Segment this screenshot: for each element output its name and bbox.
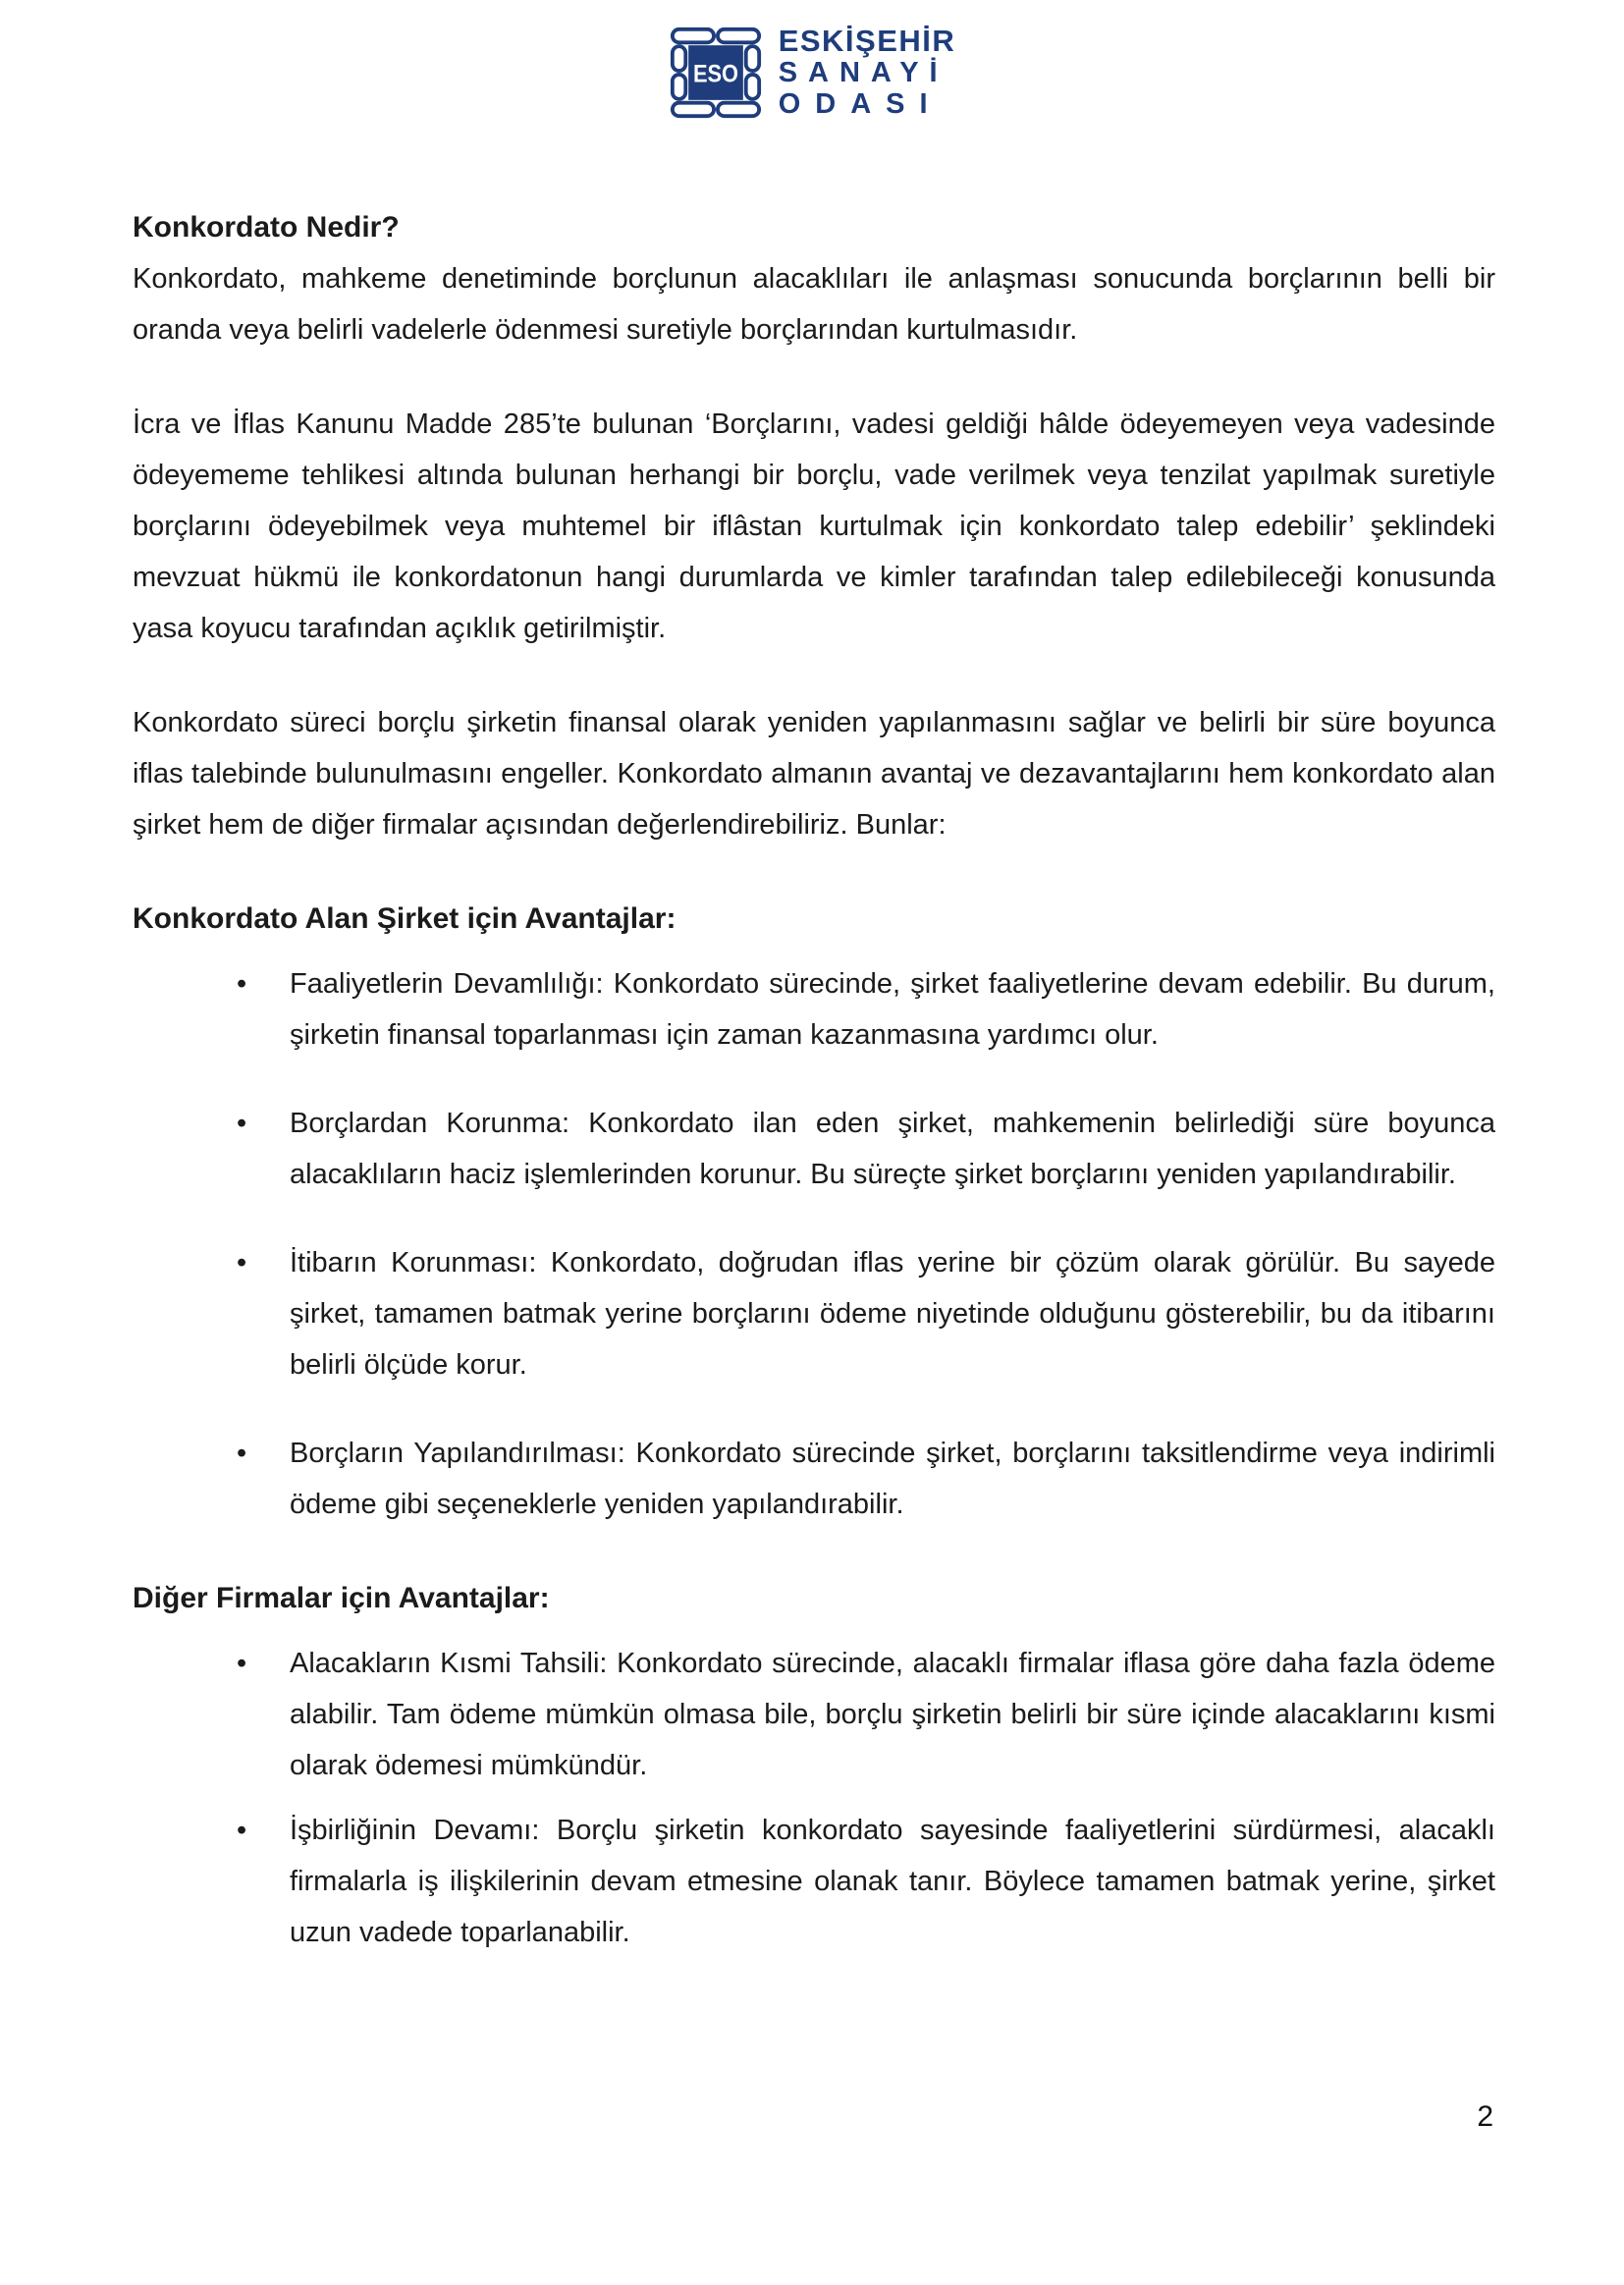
document-body: [133, 202, 1495, 1958]
bullet-icon: •: [237, 1815, 247, 1846]
document-title: Konkordato Nedir?: [133, 211, 400, 244]
intro-paragraph-1: Konkordato, mahkeme denetiminde borçlunun alacaklıları ile anlaşması sonucunda borçlarının belli bir oranda veya belirli vadelerle ödenmesi suretiyle borçlarından kurtulmasıdır.: [133, 263, 1495, 346]
list-item-text: İtibarın Korunması: Konkordato, doğrudan iflas yerine bir çözüm olarak görülür. Bu sayede şirket, tamamen batmak yerine borçlarını ödeme niyetinde olduğunu gösterebilir, bu da itibarını belirli ölçüde korur.: [290, 1247, 1495, 1381]
eso-logo-mark-text: ESO: [692, 60, 738, 88]
bullet-icon: •: [237, 1438, 247, 1469]
bullet-icon: •: [237, 1247, 247, 1279]
list-item-text: Borçların Yapılandırılması: Konkordato sürecinde şirket, borçlarını taksitlendirme veya indirimli ödeme gibi seçeneklerle yeniden yapılandırabilir.: [290, 1438, 1495, 1520]
logo-line-odasi: ODASI: [778, 88, 943, 120]
list-item-text: Alacakların Kısmi Tahsili: Konkordato sürecinde, alacaklı firmalar iflasa göre daha fazla ödeme alabilir. Tam ödeme mümkün olmasa bile, borçlu şirketin belirli bir süre içinde alacaklarını kısmi olarak ödemesi mümkündür.: [290, 1648, 1495, 1781]
bullet-icon: •: [237, 968, 247, 1000]
eso-logo-icon: [669, 26, 763, 120]
logo-line-sanayi: SANAYİ: [778, 57, 948, 88]
other-firms-advantages-list: [133, 1638, 1495, 1958]
intro-paragraph-2: İcra ve İflas Kanunu Madde 285’te bulunan ‘Borçlarını, vadesi geldiği hâlde ödeyemeyen veya vadesinde ödeyememe tehlikesi altında bulunan herhangi bir borçlu, vade verilmek veya tenzilat yapılmak suretiyle borçlarını ödeyebilmek veya muhtemel bir iflâstan kurtulmak için konkordato talep edebilir’ şeklindeki mevzuat hükmü ile konkordatonun hangi durumlarda ve kimler tarafından talep edilebileceği konusunda yasa koyucu tarafından açıklık getirilmiştir.: [133, 408, 1495, 644]
logo-line-eskisehir: ESKİŞEHİR: [778, 24, 956, 58]
bullet-icon: •: [237, 1108, 247, 1139]
company-advantages-list: [133, 958, 1495, 1530]
list-item-text: İşbirliğinin Devamı: Borçlu şirketin konkordato sayesinde faaliyetlerini sürdürmesi, alacaklı firmalarla iş ilişkilerinin devam etmesine olanak tanır. Böylece tamamen batmak yerine, şirket uzun vadede toparlanabilir.: [290, 1815, 1495, 1948]
page-number: 2: [1477, 2100, 1493, 2133]
list-item: [133, 1428, 1495, 1530]
section-heading-other-firms-advantages: Diğer Firmalar için Avantajlar:: [133, 1582, 550, 1614]
list-item: [133, 1237, 1495, 1390]
eso-logo: [0, 0, 1624, 120]
intro-paragraph-3: Konkordato süreci borçlu şirketin finansal olarak yeniden yapılanmasını sağlar ve belirli bir süre boyunca iflas talebinde bulunulmasını engeller. Konkordato almanın avantaj ve dezavantajlarını hem konkordato alan şirket hem de diğer firmalar açısından değerlendirebiliriz. Bunlar:: [133, 707, 1495, 841]
list-item: [133, 1805, 1495, 1958]
list-item: [133, 958, 1495, 1061]
list-item-text: Borçlardan Korunma: Konkordato ilan eden şirket, mahkemenin belirlediği süre boyunca alacaklıların haciz işlemlerinden korunur. Bu süreçte şirket borçlarını yeniden yapılandırabilir.: [290, 1108, 1495, 1190]
list-item: [133, 1638, 1495, 1791]
bullet-icon: •: [237, 1648, 247, 1679]
list-item: [133, 1098, 1495, 1200]
logo-org-name: [779, 26, 956, 120]
list-item-text: Faaliyetlerin Devamlılığı: Konkordato sürecinde, şirket faaliyetlerine devam edebilir. Bu durum, şirketin finansal toparlanması için zaman kazanmasına yardımcı olur.: [290, 968, 1495, 1051]
section-heading-company-advantages: Konkordato Alan Şirket için Avantajlar:: [133, 902, 677, 935]
